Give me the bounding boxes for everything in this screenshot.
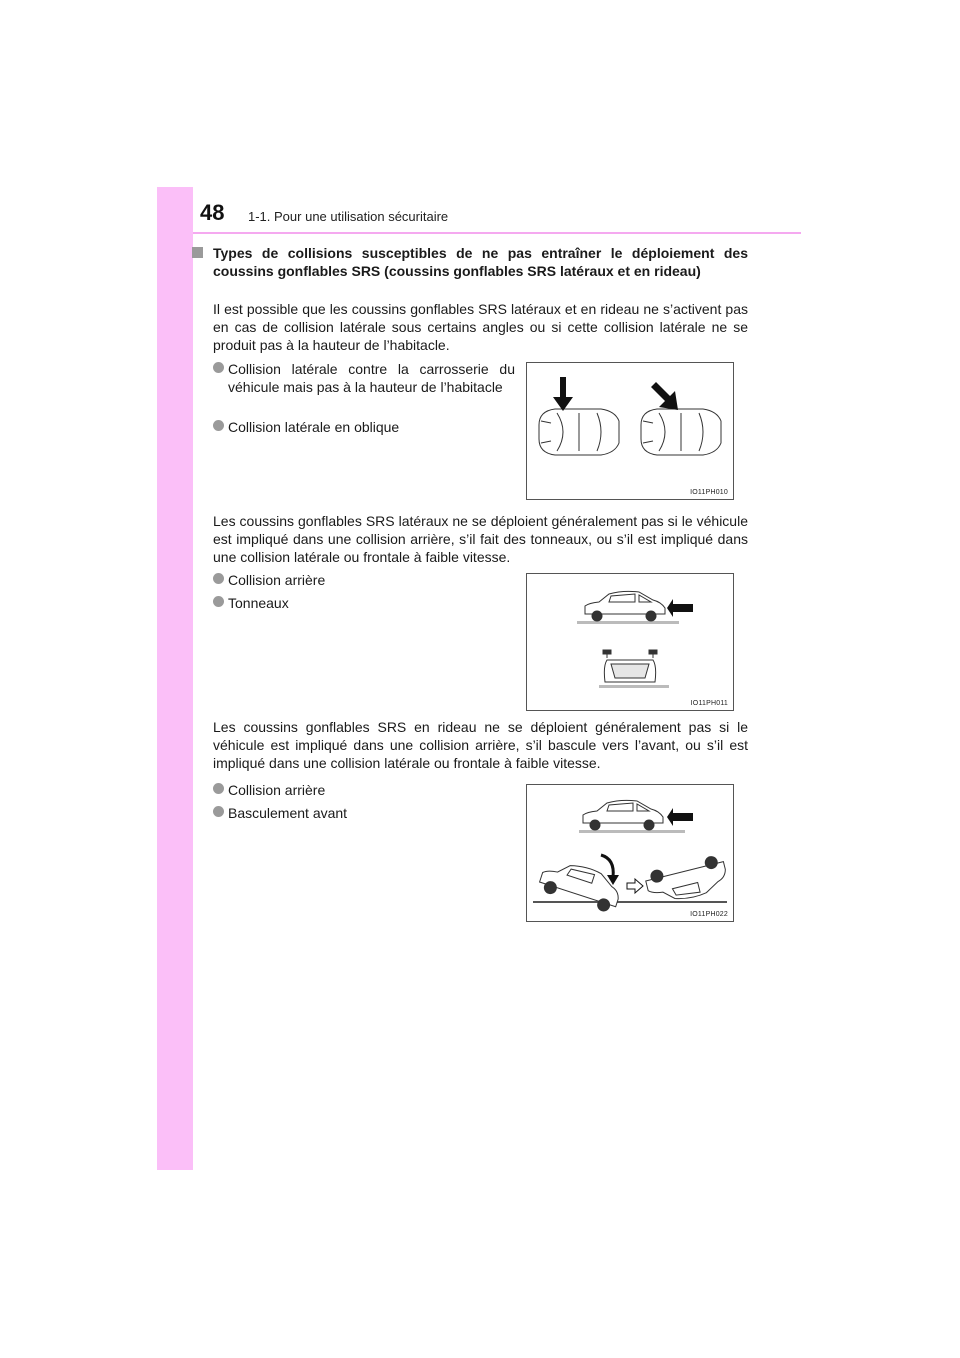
arrow-left-icon [667, 599, 693, 617]
figure-rear-rollover [526, 573, 734, 711]
chapter-side-tab [157, 187, 193, 1170]
bullet-dot-icon [213, 573, 224, 584]
bullet-dot-icon [213, 806, 224, 817]
bullet-dot-icon [213, 596, 224, 607]
paragraph-side-airbags: Les coussins gonflables SRS latéraux ne se déploient généralement pas si le véhicule est impliqué dans une collision arrière, s’il fait des tonneaux, ou s’il est impliqué dans une collision latérale ou frontale à faible vitesse. [213, 513, 748, 565]
figure-code: IO11PH011 [690, 700, 728, 707]
figure-rear-forward-tip [526, 784, 734, 922]
arrow-oblique-icon [651, 382, 678, 410]
figure-code: IO11PH022 [690, 911, 728, 918]
curved-arrow-icon [601, 855, 613, 877]
bullet-item: Tonneaux [213, 594, 503, 612]
arrow-down-icon [553, 377, 573, 411]
rear-rollover-illustration [527, 574, 733, 710]
intro-paragraph: Il est possible que les coussins gonflables SRS latéraux et en rideau ne s’activent pas en cas de collision latérale sous certains angles ou si cette collision latérale ne se produit pas à la hauteur de l’habitacle. [213, 301, 748, 353]
hollow-arrow-right-icon [627, 879, 643, 893]
bullet-item: Collision arrière [213, 781, 503, 799]
section-title: Types de collisions susceptibles de ne pas entraîner le déploiement des coussins gonflables SRS (coussins gonflables SRS latéraux et en rideau) [192, 244, 748, 280]
chapter-title: 1-1. Pour une utilisation sécuritaire [248, 209, 449, 224]
arrow-left-icon [667, 808, 693, 826]
rear-forward-tip-illustration [527, 785, 733, 921]
figure-side-collision [526, 362, 734, 500]
bullet-dot-icon [213, 783, 224, 794]
side-collision-illustration [527, 363, 733, 499]
bullet-item: Collision latérale en oblique [213, 418, 515, 436]
page-number: 48 [200, 200, 225, 225]
paragraph-curtain-airbags: Les coussins gonflables SRS en rideau ne se déploient généralement pas si le véhicule est impliqué dans une collision arrière, s’il bascule vers l’avant, ou s’il est impliqué dans une collision latérale ou frontale à faible vitesse. [213, 719, 748, 771]
bullet-dot-icon [213, 420, 224, 431]
bullet-item: Collision arrière [213, 571, 503, 589]
bullet-item: Collision latérale contre la carrosserie du véhicule mais pas à la hauteur de l’habitacle [213, 360, 515, 396]
bullet-dot-icon [213, 362, 224, 373]
figure-code: IO11PH010 [690, 489, 728, 496]
header-divider [193, 232, 801, 234]
bullet-item: Basculement avant [213, 804, 503, 822]
square-bullet-icon [192, 247, 203, 258]
